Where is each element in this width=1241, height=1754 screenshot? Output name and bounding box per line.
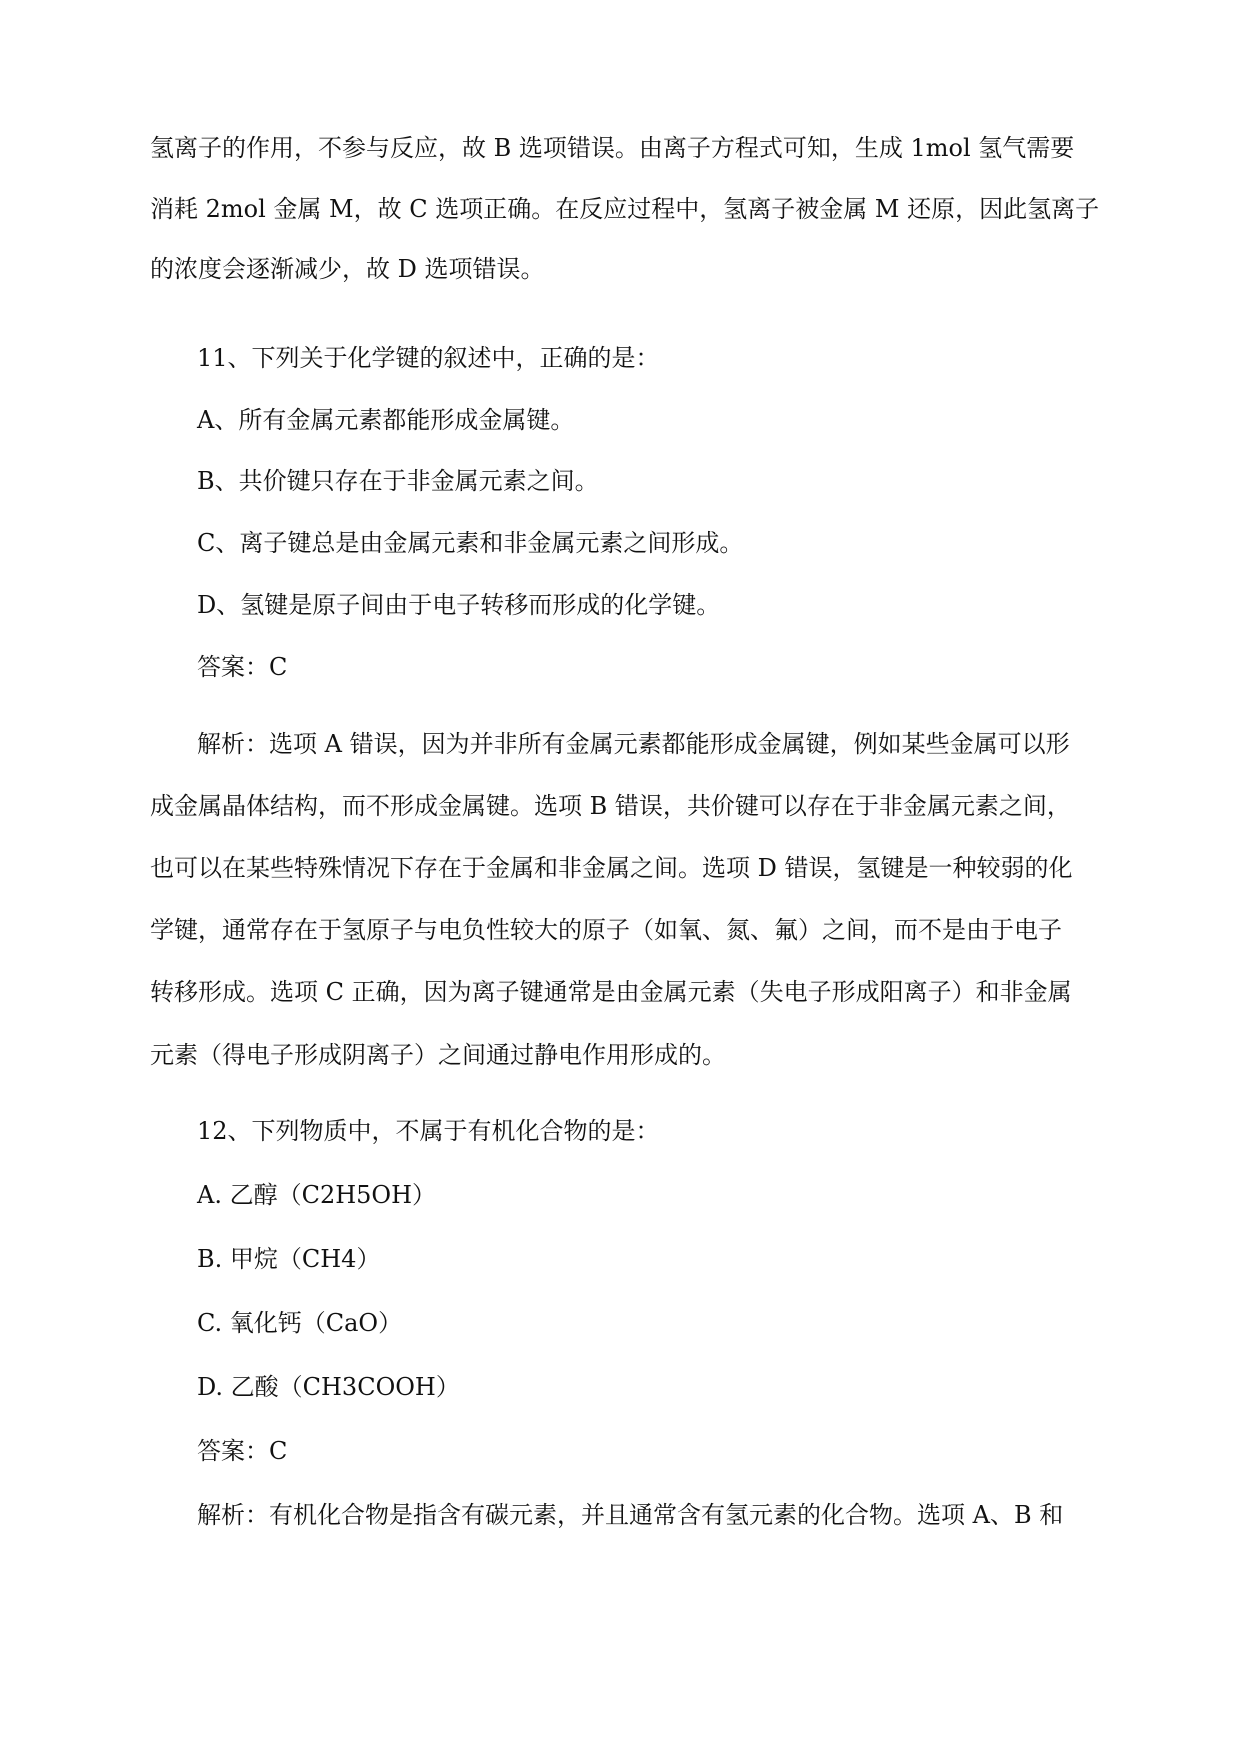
text-line: 转移形成。选项 C 正确，因为离子键通常是由金属元素（失电子形成阳离子）和非金属 (150, 978, 1072, 1006)
text-line: 也可以在某些特殊情况下存在于金属和非金属之间。选项 D 错误，氢键是一种较弱的化 (150, 854, 1073, 882)
text-line: 消耗 2mol 金属 M，故 C 选项正确。在反应过程中，氢离子被金属 M 还原，因此氢离子 (150, 195, 1100, 223)
question-11-explanation: 解析：选项 A 错误，因为并非所有金属元素都能形成金属键，例如某些金属可以形 (197, 730, 1070, 758)
question-12-option-b: B. 甲烷（CH4） (197, 1245, 381, 1273)
question-12-option-a: A. 乙醇（C2H5OH） (197, 1181, 437, 1209)
question-11-option-d: D、氢键是原子间由于电子转移而形成的化学键。 (197, 591, 721, 619)
question-12-option-d: D. 乙酸（CH3COOH） (197, 1373, 460, 1401)
question-12-answer: 答案：C (197, 1437, 288, 1465)
question-12-option-c: C. 氧化钙（CaO） (197, 1309, 403, 1337)
question-12-explanation: 解析：有机化合物是指含有碳元素，并且通常含有氢元素的化合物。选项 A、B 和 (197, 1501, 1064, 1529)
question-11-option-a: A、所有金属元素都能形成金属键。 (197, 406, 575, 434)
text-line: 学键，通常存在于氢原子与电负性较大的原子（如氧、氮、氟）之间，而不是由于电子 (150, 916, 1062, 944)
question-11-option-b: B、共价键只存在于非金属元素之间。 (197, 467, 599, 495)
question-11-answer: 答案：C (197, 653, 288, 681)
text-line: 氢离子的作用，不参与反应，故 B 选项错误。由离子方程式可知，生成 1mol 氢气需要 (150, 134, 1075, 162)
text-line: 元素（得电子形成阴离子）之间通过静电作用形成的。 (150, 1041, 726, 1069)
question-11-option-c: C、离子键总是由金属元素和非金属元素之间形成。 (197, 529, 744, 557)
text-line: 成金属晶体结构，而不形成金属键。选项 B 错误，共价键可以存在于非金属元素之间， (150, 792, 1071, 820)
text-line: 的浓度会逐渐减少，故 D 选项错误。 (150, 255, 545, 283)
question-11-stem: 11、下列关于化学键的叙述中，正确的是： (197, 344, 660, 372)
question-12-stem: 12、下列物质中，不属于有机化合物的是： (197, 1117, 660, 1145)
